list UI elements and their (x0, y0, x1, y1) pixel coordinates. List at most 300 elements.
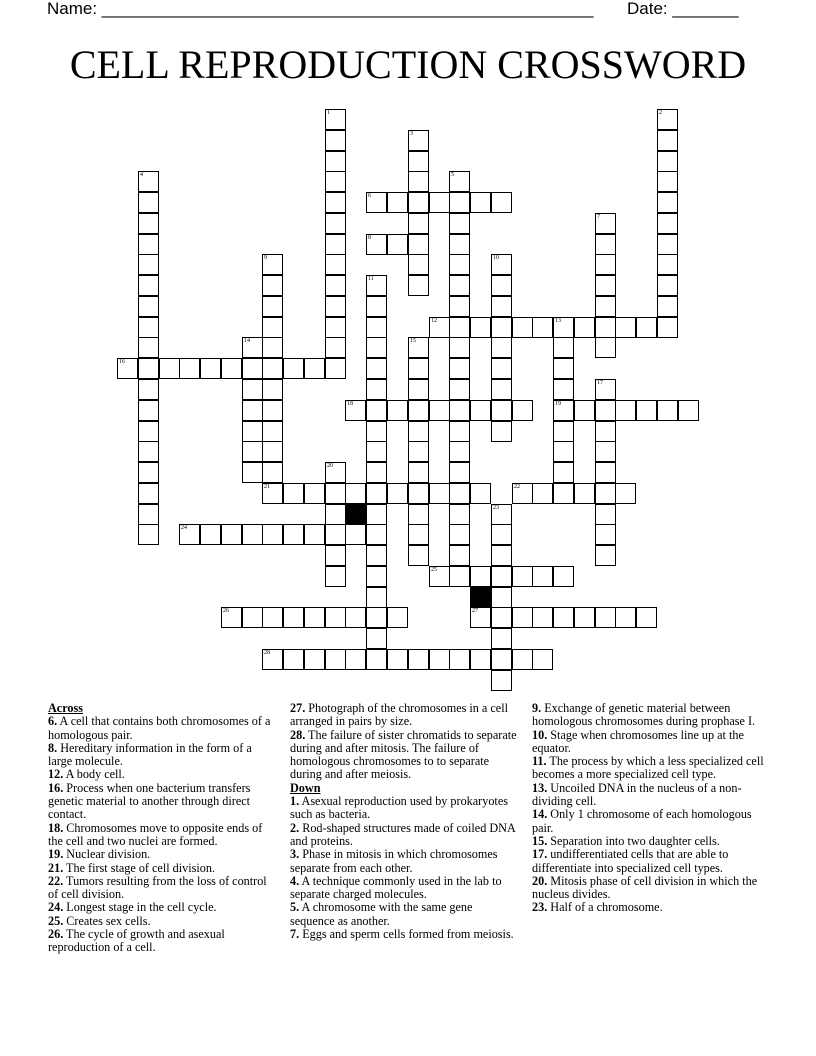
crossword-cell[interactable] (449, 337, 470, 358)
crossword-cell[interactable] (553, 566, 574, 587)
clue-text: Exchange of genetic material between homologous chromosomes during prophase I. (532, 701, 756, 729)
crossword-cell[interactable] (657, 317, 678, 338)
crossword-cell[interactable] (553, 337, 574, 358)
crossword-cell[interactable] (325, 109, 346, 130)
crossword-cell[interactable] (366, 400, 387, 421)
crossword-cell[interactable] (449, 400, 470, 421)
crossword-cell[interactable] (325, 483, 346, 504)
crossword-cell[interactable] (408, 275, 429, 296)
clue-item (290, 848, 520, 875)
crossword-cell[interactable] (366, 421, 387, 442)
crossword-cell[interactable] (657, 171, 678, 192)
crossword-cell[interactable] (325, 504, 346, 525)
crossword-cell[interactable] (595, 504, 616, 525)
crossword-cell[interactable] (449, 441, 470, 462)
crossword-cell[interactable] (283, 483, 304, 504)
crossword-cell[interactable] (595, 483, 616, 504)
crossword-cell[interactable] (200, 524, 221, 545)
crossword-cell[interactable] (242, 524, 263, 545)
crossword-cell[interactable] (512, 317, 533, 338)
crossword-cell[interactable] (491, 400, 512, 421)
crossword-cell[interactable] (366, 587, 387, 608)
crossword-cell[interactable] (429, 566, 450, 587)
crossword-cell[interactable] (283, 358, 304, 379)
crossword-cell[interactable] (553, 483, 574, 504)
clue-number-label: 25. (48, 913, 64, 928)
crossword-cell[interactable] (179, 358, 200, 379)
crossword-cell[interactable] (262, 296, 283, 317)
crossword-cell[interactable] (512, 400, 533, 421)
crossword-cell[interactable] (449, 317, 470, 338)
crossword-cell[interactable] (491, 296, 512, 317)
crossword-cell[interactable] (366, 566, 387, 587)
crossword-cell[interactable] (345, 400, 366, 421)
crossword-cell[interactable] (242, 337, 263, 358)
crossword-cell[interactable] (138, 192, 159, 213)
crossword-cell[interactable] (657, 213, 678, 234)
crossword-cell[interactable] (449, 649, 470, 670)
crossword-cell[interactable] (532, 317, 553, 338)
crossword-cell[interactable] (470, 566, 491, 587)
crossword-cell[interactable] (138, 171, 159, 192)
crossword-cell[interactable] (325, 358, 346, 379)
crossword-cell[interactable] (138, 317, 159, 338)
crossword-cell[interactable] (221, 607, 242, 628)
crossword-cell[interactable] (408, 462, 429, 483)
crossword-cell[interactable] (553, 358, 574, 379)
crossword-cell[interactable] (532, 483, 553, 504)
crossword-cell[interactable] (262, 400, 283, 421)
crossword-cell[interactable] (325, 254, 346, 275)
crossword-cell[interactable] (470, 607, 491, 628)
crossword-cell[interactable] (657, 275, 678, 296)
clue-text: Process when one bacterium transfers genetic material to another through direct contact. (48, 780, 251, 822)
clue-text: Chromosomes move to opposite ends of the cell and two nuclei are formed. (48, 820, 263, 848)
crossword-cell[interactable] (491, 628, 512, 649)
crossword-cell[interactable] (657, 400, 678, 421)
crossword-cell[interactable] (449, 171, 470, 192)
crossword-cell[interactable] (657, 192, 678, 213)
clue-text: A chromosome with the same gene sequence as another. (290, 900, 473, 928)
crossword-cell[interactable] (262, 379, 283, 400)
crossword-cell[interactable] (429, 483, 450, 504)
crossword-cell[interactable] (532, 566, 553, 587)
crossword-cell[interactable] (574, 607, 595, 628)
crossword-cell[interactable] (262, 607, 283, 628)
crossword-cell[interactable] (366, 296, 387, 317)
crossword-cell[interactable] (595, 524, 616, 545)
black-square (470, 587, 491, 608)
crossword-cell[interactable] (408, 441, 429, 462)
crossword-cell[interactable] (449, 379, 470, 400)
clue-number: 27 (472, 608, 478, 614)
crossword-cell[interactable] (366, 483, 387, 504)
clue-number-label: 5. (290, 900, 300, 915)
clue-number-label: 16. (48, 780, 64, 795)
crossword-cell[interactable] (636, 317, 657, 338)
clue-number: 3 (410, 131, 413, 137)
clue-number: 1 (327, 110, 330, 116)
crossword-cell[interactable] (574, 317, 595, 338)
crossword-cell[interactable] (512, 483, 533, 504)
crossword-cell[interactable] (138, 337, 159, 358)
crossword-cell[interactable] (387, 234, 408, 255)
crossword-cell[interactable] (242, 441, 263, 462)
crossword-cell[interactable] (449, 483, 470, 504)
crossword-cell[interactable] (304, 649, 325, 670)
crossword-cell[interactable] (408, 379, 429, 400)
name-field[interactable]: Name: ____________________________________________________ (47, 0, 594, 18)
crossword-cell[interactable] (366, 545, 387, 566)
crossword-cell[interactable] (595, 379, 616, 400)
clue-text: Uncoiled DNA in the nucleus of a non-dividing cell. (532, 780, 742, 809)
crossword-cell[interactable] (262, 462, 283, 483)
clue-number: 5 (451, 172, 454, 178)
crossword-cell[interactable] (491, 587, 512, 608)
crossword-cell[interactable] (449, 421, 470, 442)
crossword-cell[interactable] (138, 421, 159, 442)
crossword-cell[interactable] (595, 607, 616, 628)
crossword-cell[interactable] (429, 649, 450, 670)
clue-item (48, 928, 278, 955)
crossword-cell[interactable] (595, 337, 616, 358)
crossword-cell[interactable] (325, 607, 346, 628)
crossword-cell[interactable] (304, 483, 325, 504)
crossword-cell[interactable] (304, 607, 325, 628)
crossword-cell[interactable] (574, 400, 595, 421)
crossword-cell[interactable] (678, 400, 699, 421)
crossword-cell[interactable] (242, 607, 263, 628)
crossword-cell[interactable] (242, 400, 263, 421)
crossword-cell[interactable] (262, 275, 283, 296)
crossword-cell[interactable] (512, 649, 533, 670)
crossword-cell[interactable] (449, 275, 470, 296)
crossword-cell[interactable] (325, 524, 346, 545)
clue-number-label: 3. (290, 847, 300, 862)
crossword-cell[interactable] (387, 607, 408, 628)
crossword-cell[interactable] (138, 379, 159, 400)
crossword-cell[interactable] (408, 545, 429, 566)
crossword-cell[interactable] (325, 462, 346, 483)
clue-text: undifferentiated cells that are able to differentiate into specialized cell types. (532, 847, 729, 875)
crossword-cell[interactable] (366, 234, 387, 255)
crossword-cell[interactable] (325, 171, 346, 192)
crossword-cell[interactable] (491, 607, 512, 628)
crossword-cell[interactable] (179, 524, 200, 545)
crossword-cell[interactable] (408, 400, 429, 421)
crossword-cell[interactable] (366, 358, 387, 379)
clue-item (532, 729, 768, 756)
crossword-cell[interactable] (138, 483, 159, 504)
clue-number: 16 (119, 359, 125, 365)
clue-item (532, 755, 768, 782)
crossword-cell[interactable] (491, 545, 512, 566)
crossword-cell[interactable] (532, 607, 553, 628)
crossword-cell[interactable] (491, 504, 512, 525)
clue-text: The process by which a less specialized cell becomes a more specialized cell type. (532, 754, 764, 782)
crossword-cell[interactable] (408, 130, 429, 151)
crossword-cell[interactable] (325, 151, 346, 172)
crossword-cell[interactable] (221, 358, 242, 379)
crossword-cell[interactable] (325, 296, 346, 317)
crossword-cell[interactable] (408, 483, 429, 504)
crossword-cell[interactable] (553, 441, 574, 462)
crossword-cell[interactable] (595, 275, 616, 296)
clue-number: 18 (347, 401, 353, 407)
clue-number-label: 20. (532, 873, 548, 888)
crossword-cell[interactable] (366, 441, 387, 462)
crossword-cell[interactable] (325, 213, 346, 234)
crossword-cell[interactable] (138, 504, 159, 525)
crossword-cell[interactable] (595, 545, 616, 566)
date-field[interactable]: Date: _______ (627, 0, 739, 18)
crossword-cell[interactable] (325, 545, 346, 566)
crossword-cell[interactable] (408, 524, 429, 545)
crossword-cell[interactable] (553, 317, 574, 338)
crossword-cell[interactable] (595, 421, 616, 442)
crossword-cell[interactable] (366, 275, 387, 296)
crossword-cell[interactable] (491, 192, 512, 213)
crossword-cell[interactable] (242, 462, 263, 483)
crossword-cell[interactable] (657, 151, 678, 172)
crossword-cell[interactable] (449, 504, 470, 525)
crossword-cell[interactable] (345, 483, 366, 504)
crossword-cell[interactable] (408, 171, 429, 192)
crossword-cell[interactable] (595, 254, 616, 275)
crossword-cell[interactable] (242, 379, 263, 400)
clue-text: Eggs and sperm cells formed from meiosis. (299, 927, 514, 942)
crossword-cell[interactable] (491, 358, 512, 379)
clue-text: Separation into two daughter cells. (547, 833, 720, 848)
crossword-cell[interactable] (657, 234, 678, 255)
crossword-cell[interactable] (366, 649, 387, 670)
crossword-cell[interactable] (366, 462, 387, 483)
crossword-cell[interactable] (283, 524, 304, 545)
crossword-cell[interactable] (491, 421, 512, 442)
crossword-cell[interactable] (325, 649, 346, 670)
clue-number: 14 (244, 338, 250, 344)
crossword-cell[interactable] (491, 317, 512, 338)
crossword-cell[interactable] (491, 566, 512, 587)
crossword-cell[interactable] (304, 524, 325, 545)
clue-number-label: 27. (290, 701, 306, 715)
clue-number-label: 11. (532, 754, 547, 769)
crossword-cell[interactable] (283, 607, 304, 628)
clue-text: The failure of sister chromatids to separate during and after mitosis. The failure of homologous chromosomes to to separate during and after meiosis. (290, 727, 517, 782)
crossword-cell[interactable] (262, 649, 283, 670)
crossword-cell[interactable] (408, 151, 429, 172)
crossword-cell[interactable] (657, 109, 678, 130)
crossword-cell[interactable] (512, 566, 533, 587)
crossword-cell[interactable] (387, 192, 408, 213)
crossword-cell[interactable] (387, 649, 408, 670)
crossword-cell[interactable] (408, 649, 429, 670)
crossword-cell[interactable] (408, 421, 429, 442)
crossword-cell[interactable] (615, 607, 636, 628)
crossword-cell[interactable] (138, 358, 159, 379)
crossword-cell[interactable] (345, 524, 366, 545)
crossword-cell[interactable] (512, 607, 533, 628)
crossword-cell[interactable] (449, 234, 470, 255)
crossword-cell[interactable] (657, 296, 678, 317)
crossword-cell[interactable] (595, 234, 616, 255)
crossword-cell[interactable] (138, 462, 159, 483)
crossword-cell[interactable] (636, 607, 657, 628)
crossword-cell[interactable] (449, 296, 470, 317)
crossword-cell[interactable] (449, 254, 470, 275)
crossword-cell[interactable] (138, 254, 159, 275)
crossword-cell[interactable] (408, 213, 429, 234)
crossword-cell[interactable] (262, 358, 283, 379)
crossword-cell[interactable] (117, 358, 138, 379)
clue-number-label: 4. (290, 873, 300, 888)
clue-item (290, 875, 520, 902)
crossword-cell[interactable] (325, 192, 346, 213)
crossword-cell[interactable] (366, 607, 387, 628)
clue-number-label: 8. (48, 740, 58, 755)
crossword-cell[interactable] (262, 524, 283, 545)
crossword-cell[interactable] (387, 483, 408, 504)
crossword-cell[interactable] (138, 275, 159, 296)
crossword-cell[interactable] (262, 337, 283, 358)
clue-item (290, 928, 520, 941)
crossword-cell[interactable] (615, 400, 636, 421)
clue-text: Rod-shaped structures made of coiled DNA and proteins. (290, 820, 516, 848)
crossword-cell[interactable] (449, 524, 470, 545)
crossword-cell[interactable] (429, 192, 450, 213)
crossword-cell[interactable] (470, 400, 491, 421)
crossword-cell[interactable] (636, 400, 657, 421)
clue-number-label: 23. (532, 900, 548, 915)
crossword-cell[interactable] (283, 649, 304, 670)
crossword-cell[interactable] (615, 483, 636, 504)
crossword-cell[interactable] (304, 358, 325, 379)
crossword-cell[interactable] (429, 317, 450, 338)
crossword-cell[interactable] (138, 400, 159, 421)
crossword-cell[interactable] (429, 400, 450, 421)
crossword-cell[interactable] (491, 379, 512, 400)
crossword-cell[interactable] (595, 317, 616, 338)
clue-number: 28 (264, 650, 270, 656)
crossword-cell[interactable] (491, 649, 512, 670)
crossword-cell[interactable] (532, 649, 553, 670)
crossword-cell[interactable] (325, 317, 346, 338)
crossword-cell[interactable] (449, 358, 470, 379)
crossword-cell[interactable] (657, 254, 678, 275)
clue-text: Nuclear division. (63, 847, 151, 862)
clue-column-1 (48, 702, 278, 955)
crossword-cell[interactable] (262, 483, 283, 504)
crossword-cell[interactable] (366, 379, 387, 400)
clue-item (48, 848, 278, 861)
crossword-cell[interactable] (408, 192, 429, 213)
crossword-cell[interactable] (470, 649, 491, 670)
clue-item (290, 901, 520, 928)
crossword-cell[interactable] (553, 462, 574, 483)
crossword-cell[interactable] (470, 483, 491, 504)
crossword-cell[interactable] (449, 566, 470, 587)
crossword-cell[interactable] (366, 192, 387, 213)
crossword-cell[interactable] (325, 275, 346, 296)
crossword-cell[interactable] (408, 234, 429, 255)
crossword-cell[interactable] (366, 317, 387, 338)
clue-item (290, 702, 520, 729)
crossword-cell[interactable] (345, 649, 366, 670)
crossword-cell[interactable] (491, 275, 512, 296)
crossword-cell[interactable] (408, 254, 429, 275)
crossword-cell[interactable] (449, 545, 470, 566)
crossword-cell[interactable] (615, 317, 636, 338)
crossword-cell[interactable] (138, 296, 159, 317)
crossword-cell[interactable] (449, 192, 470, 213)
crossword-cell[interactable] (366, 504, 387, 525)
crossword-cell[interactable] (491, 670, 512, 691)
crossword-cell[interactable] (387, 400, 408, 421)
crossword-cell[interactable] (595, 213, 616, 234)
crossword-cell[interactable] (138, 441, 159, 462)
crossword-cell[interactable] (221, 524, 242, 545)
down-heading: Down (290, 780, 321, 795)
crossword-cell[interactable] (491, 524, 512, 545)
crossword-cell[interactable] (200, 358, 221, 379)
crossword-cell[interactable] (325, 337, 346, 358)
crossword-cell[interactable] (325, 130, 346, 151)
crossword-cell[interactable] (553, 607, 574, 628)
crossword-cell[interactable] (262, 421, 283, 442)
crossword-cell[interactable] (595, 441, 616, 462)
crossword-cell[interactable] (595, 400, 616, 421)
crossword-cell[interactable] (470, 317, 491, 338)
crossword-cell[interactable] (366, 628, 387, 649)
crossword-cell[interactable] (345, 607, 366, 628)
crossword-cell[interactable] (595, 462, 616, 483)
crossword-cell[interactable] (553, 400, 574, 421)
crossword-cell[interactable] (408, 504, 429, 525)
crossword-cell[interactable] (262, 441, 283, 462)
clue-number-label: 21. (48, 860, 64, 875)
crossword-cell[interactable] (408, 358, 429, 379)
crossword-cell[interactable] (657, 130, 678, 151)
crossword-cell[interactable] (262, 254, 283, 275)
crossword-cell[interactable] (159, 358, 180, 379)
crossword-cell[interactable] (595, 296, 616, 317)
crossword-cell[interactable] (366, 337, 387, 358)
crossword-cell[interactable] (449, 213, 470, 234)
clue-number: 10 (493, 255, 499, 261)
clue-number-label: 26. (48, 927, 64, 942)
crossword-cell[interactable] (325, 566, 346, 587)
crossword-cell[interactable] (138, 234, 159, 255)
crossword-cell[interactable] (491, 254, 512, 275)
crossword-cell[interactable] (325, 234, 346, 255)
crossword-cell[interactable] (553, 421, 574, 442)
crossword-cell[interactable] (366, 524, 387, 545)
crossword-cell[interactable] (138, 524, 159, 545)
crossword-cell[interactable] (574, 483, 595, 504)
crossword-cell[interactable] (262, 317, 283, 338)
clue-text: Mitosis phase of cell division in which the nucleus divides. (532, 873, 758, 902)
clue-item (48, 742, 278, 769)
crossword-cell[interactable] (242, 358, 263, 379)
crossword-cell[interactable] (553, 379, 574, 400)
crossword-cell[interactable] (491, 337, 512, 358)
clue-text: Creates sex cells. (63, 913, 151, 928)
crossword-cell[interactable] (408, 337, 429, 358)
crossword-cell[interactable] (138, 213, 159, 234)
crossword-cell[interactable] (449, 462, 470, 483)
crossword-cell[interactable] (470, 192, 491, 213)
crossword-cell[interactable] (242, 421, 263, 442)
